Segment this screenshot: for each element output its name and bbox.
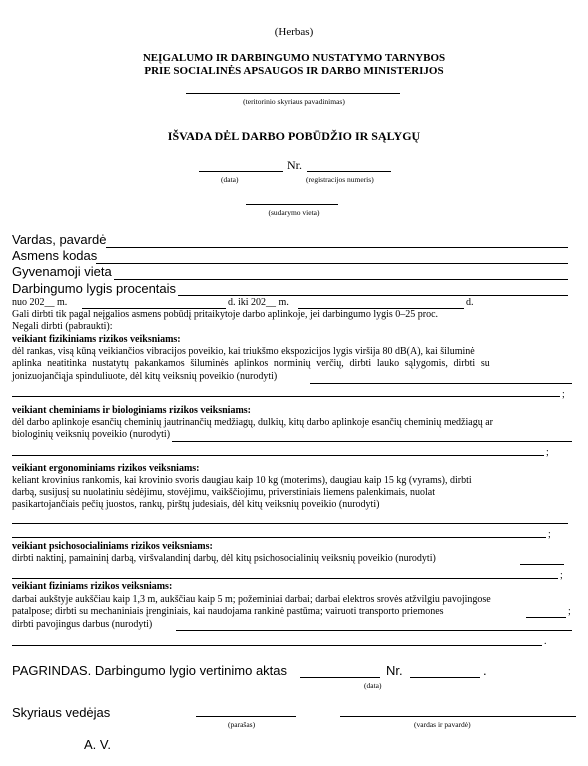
name-field[interactable] (106, 247, 568, 248)
signature-field[interactable] (196, 716, 296, 717)
physical-factors-heading: veikiant fiziniams rizikos veiksniams: (12, 581, 173, 592)
ergonomic-risk-other-field[interactable] (12, 523, 568, 524)
physical-factors-line2: patalpose; dirbti su mechaniniais įrenginiais, kai naudojama rankinė pastūma; vairuoti transporto priemones (12, 606, 444, 617)
physical-factors-line2-end: ; (568, 606, 571, 617)
stamp-place: A. V. (84, 737, 111, 752)
ergonomic-risk-other-field-2[interactable] (12, 537, 546, 538)
org-name-line1: NEĮGALUMO IR DARBINGUMO NUSTATYMO TARNYBOS (142, 52, 446, 64)
basis-date-field[interactable] (300, 677, 380, 678)
document-title: IŠVADA DĖL DARBO POBŪDŽIO IR SĄLYGŲ (167, 129, 421, 143)
physical-risk-line1: dėl rankas, visą kūną veikiančios vibracijos poveikio, kai triukšmo ekspozicijos lygis viršija 80 dB(A), kai šiluminė (12, 346, 475, 357)
ergonomic-risk-heading: veikiant ergonominiams rizikos veiksniams: (12, 463, 200, 474)
basis-number-field[interactable] (410, 677, 480, 678)
nr-label: Nr. (287, 158, 302, 172)
psychosocial-risk-line1: dirbti naktinį, pamaininį darbą, viršvalandinį darbų, dėl kitų psichosocialinių veiksnių poveikio (nurodyti) (12, 553, 436, 564)
ergonomic-risk-end: ; (548, 529, 551, 540)
physical-risk-end: ; (562, 389, 565, 400)
chemical-risk-heading: veikiant cheminiams ir biologiniams rizikos veiksniams: (12, 405, 251, 416)
psychosocial-risk-other-field[interactable] (520, 564, 564, 565)
can-work-text: Gali dirbti tik pagal neįgalios asmens pobūdį pritaikytoje darbo aplinkoje, jei darbingumo lygis 0–25 proc. (12, 309, 439, 320)
physical-factors-end: . (544, 636, 547, 647)
chemical-risk-line2: biologinių veiksnių poveikio (nurodyti) (12, 429, 171, 440)
name-label: Vardas, pavardė (12, 232, 107, 247)
basis-nr-label: Nr. (386, 663, 403, 678)
registration-number-line[interactable] (307, 171, 391, 172)
ergonomic-risk-line1: keliant krovinius rankomis, kai krovinio svoris daugiau kaip 10 kg (moterims), daugiau kaip 15 kg (vyrams), dirbti (12, 475, 472, 486)
signature-caption: (parašas) (228, 720, 256, 729)
place-line[interactable] (246, 204, 338, 205)
basis-end: . (483, 663, 487, 678)
unit-name-caption: (teritorinio skyriaus pavadinimas) (243, 97, 345, 106)
basis-date-caption: (data) (364, 681, 382, 690)
physical-risk-other-field[interactable] (310, 383, 572, 384)
department-head-label: Skyriaus vedėjas (12, 705, 111, 720)
coat-of-arms-placeholder: (Herbas) (274, 26, 314, 38)
ergonomic-risk-line3: pasikartojančiais pečių juostos, rankų, pirštų judesiais, dėl kitų veiksnių poveikio (nurodyti) (12, 499, 380, 510)
work-capacity-field[interactable] (178, 295, 568, 296)
chemical-risk-end: ; (546, 447, 549, 458)
transport-field[interactable] (526, 617, 566, 618)
period-until: d. iki 202__ m. (228, 297, 289, 308)
dangerous-work-field-2[interactable] (12, 645, 542, 646)
psychosocial-risk-heading: veikiant psichosocialiniams rizikos veiksniams: (12, 541, 213, 552)
dangerous-work-field[interactable] (176, 630, 572, 631)
chemical-risk-line1: dėl darbo aplinkoje esančių cheminių jautrinančių medžiagų, dulkių, kitų darbo aplinkoje esančių cheminių medžiagų ar (12, 417, 493, 428)
org-name-line2: PRIE SOCIALINĖS APSAUGOS IR DARBO MINISTERIJOS (144, 65, 444, 77)
residence-label: Gyvenamoji vieta (12, 264, 112, 279)
registration-caption: (registracijos numeris) (306, 175, 374, 184)
ergonomic-risk-line2: darbą, susijusį su nuolatiniu sėdėjimu, stovėjimu, vaikščiojimu, priverstiniais liemens palenkimais, nuolat (12, 487, 435, 498)
work-capacity-label: Darbingumo lygis procentais (12, 281, 177, 296)
psychosocial-risk-end: ; (560, 570, 563, 581)
period-end: d. (466, 297, 474, 308)
physical-risk-line3: jonizuojančiąja spinduliuote, dėl kitų veiksnių poveikio (nurodyti) (12, 371, 278, 382)
physical-risk-line2: aplinka neatitinka nustatytų pakankamos šiluminės aplinkos norminių verčių, dirbti lauko sąlygomis, dirbti su (12, 358, 490, 369)
date-caption: (data) (221, 175, 239, 184)
physical-factors-line1: darbai aukštyje aukščiau kaip 1,3 m, aukščiau kaip 5 m; požeminiai darbai; darbai elektros srovės atžvilgiu pavojingose (12, 594, 491, 605)
head-name-caption: (vardas ir pavardė) (414, 720, 471, 729)
residence-field[interactable] (114, 279, 568, 280)
physical-risk-heading: veikiant fizikiniams rizikos veiksniams: (12, 334, 181, 345)
physical-factors-line3: dirbti pavojingus darbus (nurodyti) (12, 619, 153, 630)
unit-name-line[interactable] (186, 93, 400, 94)
chemical-risk-other-field[interactable] (172, 441, 572, 442)
physical-risk-other-field-2[interactable] (12, 396, 560, 397)
chemical-risk-other-field-2[interactable] (12, 455, 544, 456)
cannot-work-text: Negali dirbti (pabraukti): (12, 321, 113, 332)
personal-code-field[interactable] (96, 263, 568, 264)
period-from: nuo 202__ m. (12, 297, 68, 308)
personal-code-label: Asmens kodas (12, 248, 98, 263)
date-line[interactable] (199, 171, 283, 172)
head-name-field[interactable] (340, 716, 576, 717)
place-caption: (sudarymo vieta) (268, 208, 320, 217)
psychosocial-risk-other-field-2[interactable] (12, 578, 558, 579)
basis-label: PAGRINDAS. Darbingumo lygio vertinimo aktas (12, 663, 288, 678)
